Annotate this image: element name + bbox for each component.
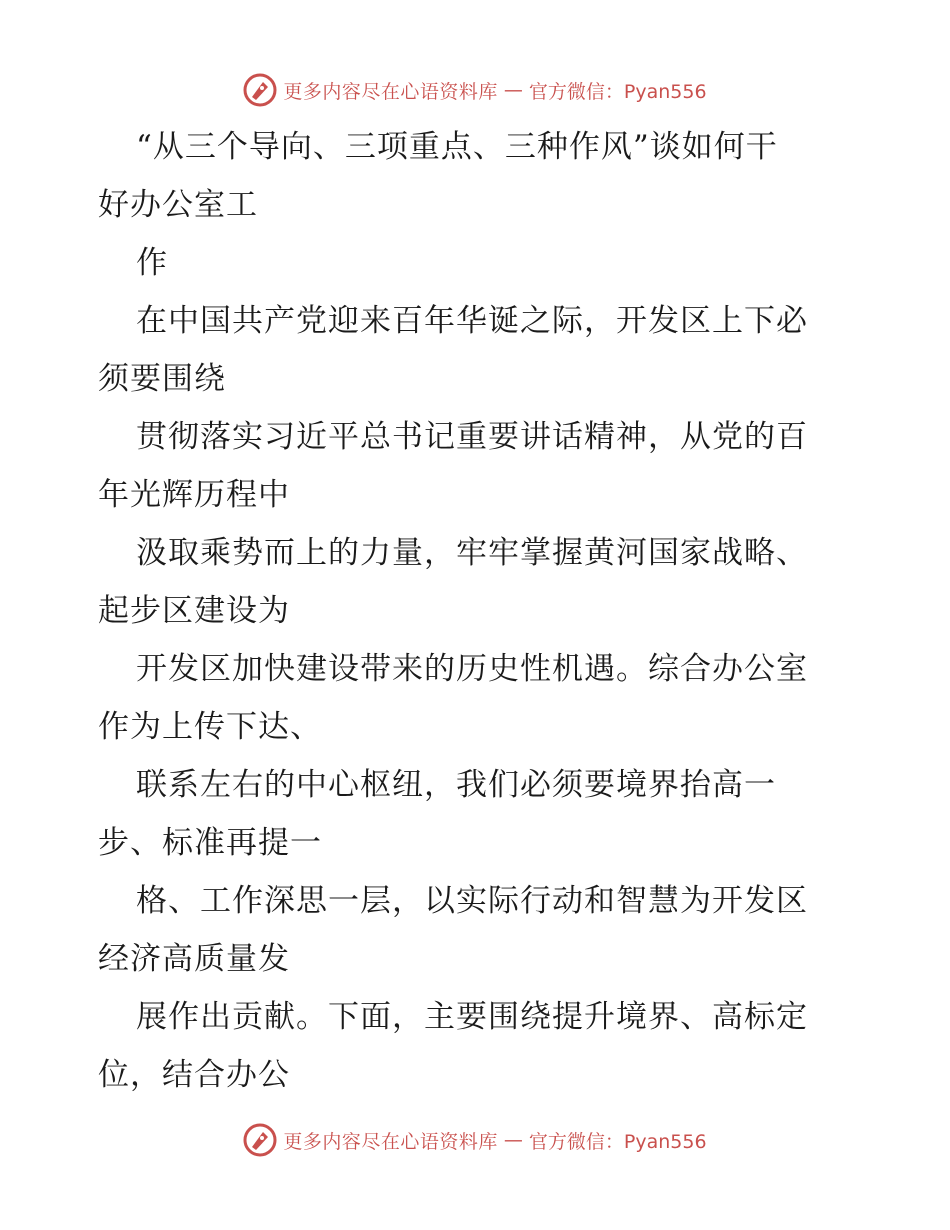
document-line: 起步区建设为	[98, 593, 290, 629]
document-line: 在中国共产党迎来百年华诞之际，开发区上下必	[136, 303, 808, 339]
banner-source-text: 更多内容尽在心语资料库	[283, 80, 498, 103]
document-line: 联系左右的中心枢纽，我们必须要境界抬高一	[136, 767, 776, 803]
header-banner	[0, 70, 950, 110]
document-line: 步、标准再提一	[98, 825, 322, 861]
banner-dash: —	[503, 79, 523, 101]
document-line: 经济高质量发	[98, 941, 290, 977]
document-line: 年光辉历程中	[98, 477, 290, 513]
pen-nib-logo-icon	[243, 1123, 277, 1157]
banner-wechat-text: 官方微信：Pyan556	[528, 80, 707, 103]
document-line: 作	[136, 245, 168, 281]
banner-source-text: 更多内容尽在心语资料库	[283, 1130, 498, 1153]
document-line: 格、工作深思一层，以实际行动和智慧为开发区	[136, 883, 808, 919]
document-line: 作为上传下达、	[98, 709, 322, 745]
document-line: 贯彻落实习近平总书记重要讲话精神，从党的百	[136, 419, 808, 455]
document-line: “从三个导向、三项重点、三种作风”谈如何干	[136, 129, 778, 165]
document-line: 须要围绕	[98, 361, 226, 397]
footer-banner	[0, 1120, 950, 1160]
document-line: 汲取乘势而上的力量，牢牢掌握黄河国家战略、	[136, 535, 808, 571]
document-line: 位，结合办公	[98, 1057, 290, 1093]
document-line: 展作出贡献。下面，主要围绕提升境界、高标定	[136, 999, 808, 1035]
document-line: 开发区加快建设带来的历史性机遇。综合办公室	[136, 651, 808, 687]
document-line: 好办公室工	[98, 187, 258, 223]
pen-nib-logo-icon	[243, 73, 277, 107]
banner-dash: —	[503, 1129, 523, 1151]
document-body	[98, 118, 858, 1104]
banner-wechat-text: 官方微信：Pyan556	[528, 1130, 707, 1153]
